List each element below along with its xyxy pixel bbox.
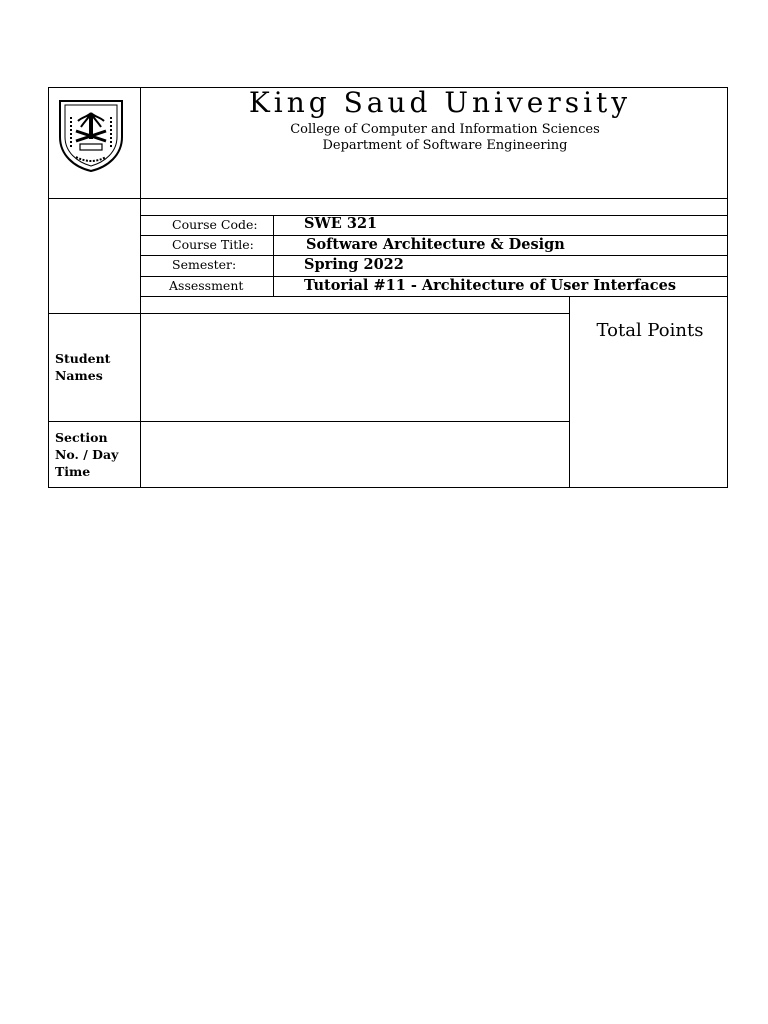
course-row-bottom	[140, 296, 728, 297]
section-day-time-field[interactable]	[141, 422, 569, 487]
course-code-label: Course Code:	[172, 217, 258, 232]
semester-label: Semester:	[172, 257, 237, 272]
assessment-label: Assessment	[169, 278, 244, 293]
section-day-time-label: Section No. / Day Time	[55, 430, 119, 479]
frame-left	[48, 87, 49, 488]
total-points-field[interactable]	[570, 350, 727, 487]
student-names-label: Student Names	[55, 351, 111, 383]
course-row-2	[140, 255, 728, 256]
college-name: College of Computer and Information Sciences	[290, 122, 600, 137]
course-row-top	[140, 215, 728, 216]
course-title-label: Course Title:	[172, 237, 254, 252]
header-bottom-rule	[48, 198, 728, 199]
frame-bottom	[48, 487, 728, 488]
student-names-field[interactable]	[141, 314, 569, 421]
university-seal-icon	[54, 97, 128, 173]
department-name: Department of Software Engineering	[322, 138, 568, 153]
university-name: King Saud University	[248, 86, 632, 119]
total-points-label: Total Points	[596, 320, 704, 341]
assessment-value: Tutorial #11 - Architecture of User Interfaces	[304, 277, 677, 294]
course-title-value: Software Architecture & Design	[306, 236, 565, 253]
course-label-divider	[273, 215, 274, 297]
course-code-value: SWE 321	[304, 215, 378, 232]
semester-value: Spring 2022	[304, 256, 404, 273]
